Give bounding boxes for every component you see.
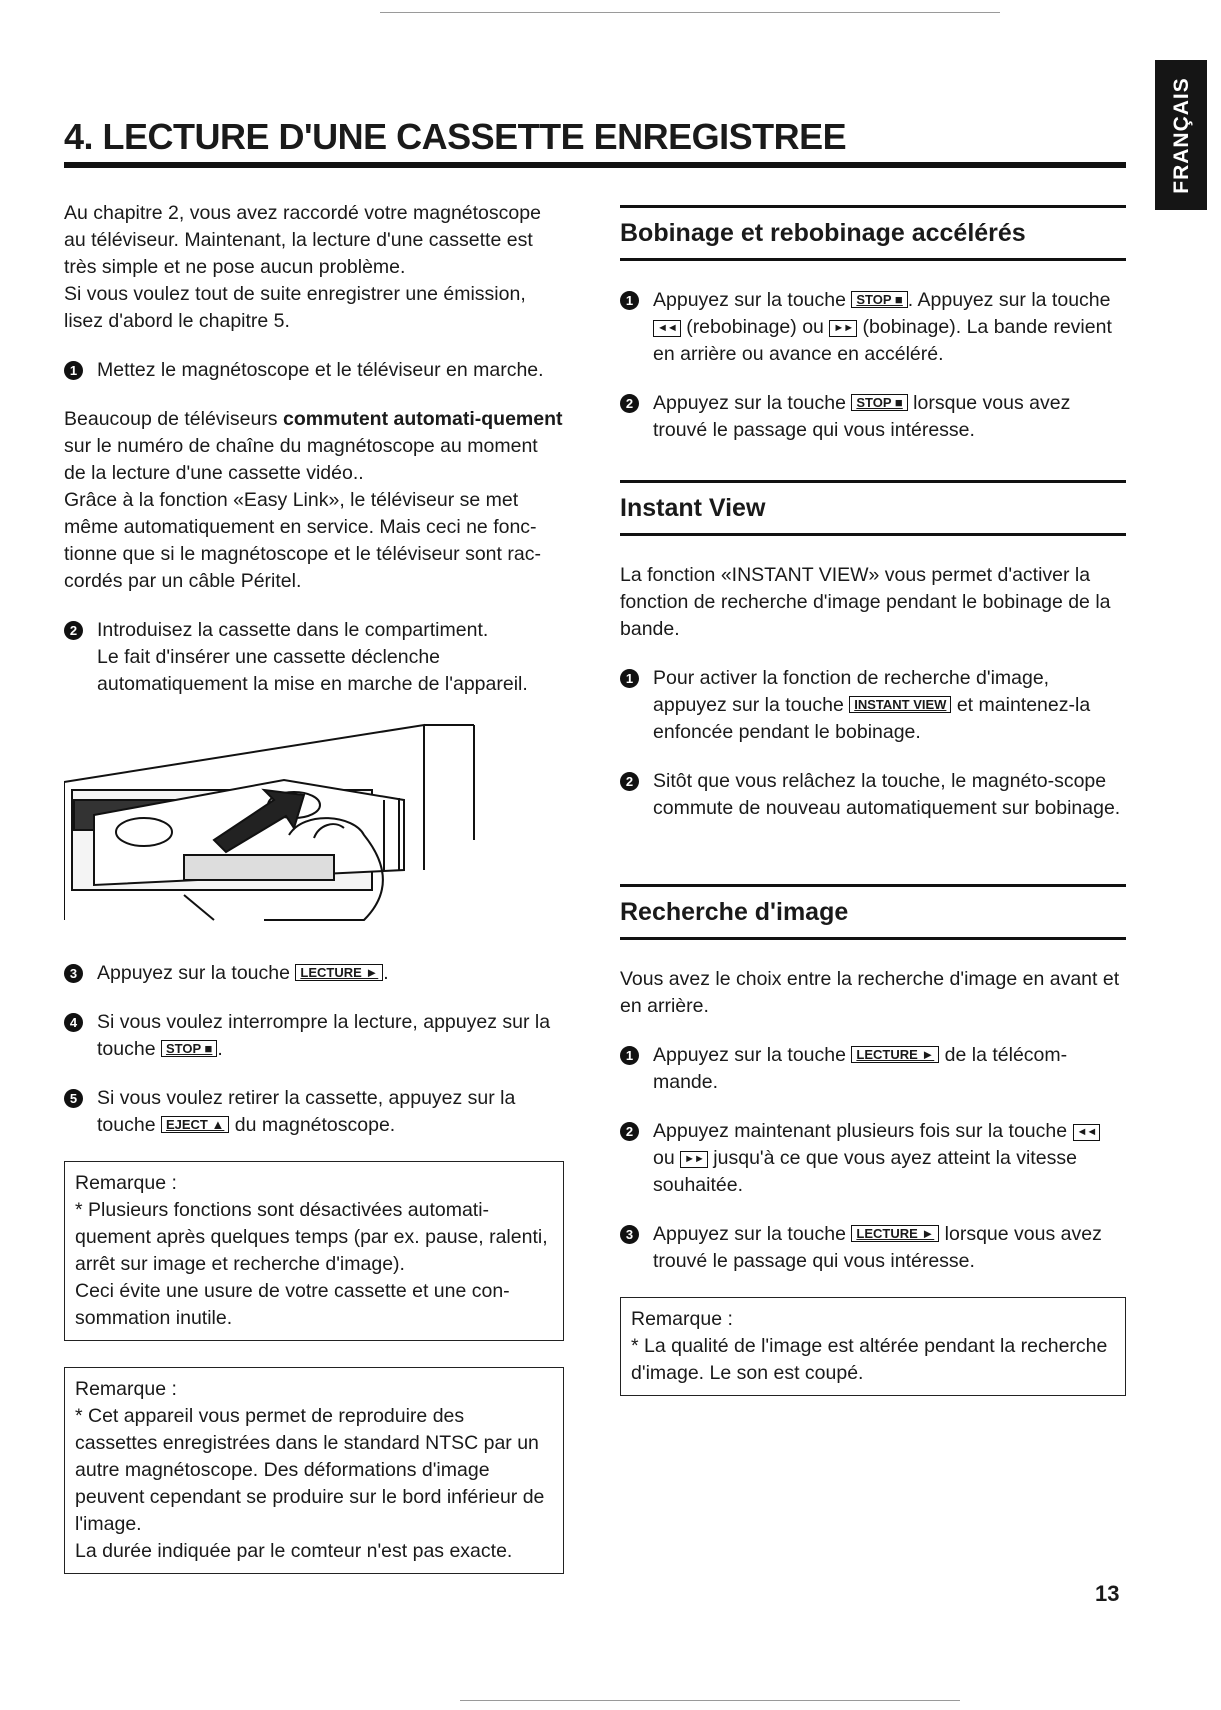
cassette-insertion-illustration (64, 720, 520, 930)
step-1-text: Mettez le magnétoscope et le téléviseur en marche. (97, 359, 544, 381)
recherche-step-3 (620, 1221, 1126, 1275)
step-number-4-icon: 4 (64, 1013, 83, 1032)
note-box-1 (64, 1161, 564, 1341)
note-box-3 (620, 1297, 1126, 1396)
tv-paragraph-bold: commutent automati-quement (282, 408, 563, 430)
tv-paragraph-text-c: sur le numéro de chaîne du magnétoscope au moment de la lecture d'une cassette vidéo.. (64, 435, 538, 484)
bobinage-step-1-text-d: (bobinage). La bande revient en arrière ou avance en accéléré. (653, 316, 1112, 365)
step-4-end: . (217, 1038, 223, 1060)
recherche-step-2-text-c: jusqu'à ce que vous ayez atteint la vitesse souhaitée. (653, 1147, 1077, 1196)
lecture-key: LECTURE ► (295, 964, 383, 981)
instant-view-intro: La fonction «INSTANT VIEW» vous permet d'activer la fonction de recherche d'image pendant le bobinage de la bande. (620, 564, 1111, 640)
recherche-step-2 (620, 1118, 1126, 1199)
note-1-title: Remarque : (75, 1172, 177, 1194)
stop-key: STOP ■ (851, 291, 907, 308)
note-2-line-1: * Cet appareil vous permet de reproduire des cassettes enregistrées dans le standard NTSC par un autre magnétoscope. Des déformations d'image peuvent cependant se produire sur le bord inférieur de l'image. (75, 1405, 545, 1535)
language-tab-label: FRANÇAIS (1169, 76, 1193, 194)
lecture-key: LECTURE ► (851, 1046, 939, 1063)
step-4 (64, 1009, 564, 1063)
bobinage-step-2-text-b: lorsque vous avez trouvé le passage qui vous intéresse. (653, 392, 1071, 441)
note-3-line-1: * La qualité de l'image est altérée pendant la recherche d'image. Le son est coupé. (631, 1335, 1108, 1384)
instant-view-step-number-1-icon: 1 (620, 669, 639, 688)
step-number-5-icon: 5 (64, 1089, 83, 1108)
tv-paragraph (64, 406, 564, 595)
bobinage-step-number-2-icon: 2 (620, 394, 639, 413)
scan-artifact-bottom (460, 1700, 960, 1701)
section-heading-instant-view: Instant View (620, 480, 1126, 536)
note-3-title: Remarque : (631, 1308, 733, 1330)
intro-line-1: Au chapitre 2, vous avez raccordé votre magnétoscope au téléviseur. Maintenant, la lecture d'une cassette est très simple et ne pose aucun problème. (64, 202, 541, 278)
recherche-step-1-text-a: Appuyez sur la touche (653, 1044, 852, 1066)
step-3-text: Appuyez sur la touche (97, 962, 296, 984)
section-heading-recherche: Recherche d'image (620, 884, 1126, 940)
instant-view-step-2 (620, 768, 1126, 822)
rewind-key: ◄◄ (653, 320, 681, 337)
tv-paragraph-text-a: Beaucoup de téléviseurs (64, 408, 283, 430)
recherche-step-number-3-icon: 3 (620, 1225, 639, 1244)
lecture-key: LECTURE ► (851, 1225, 939, 1242)
stop-key: STOP ■ (161, 1040, 217, 1057)
step-number-2-icon: 2 (64, 621, 83, 640)
instant-view-step-1 (620, 665, 1126, 746)
recherche-step-number-2-icon: 2 (620, 1122, 639, 1141)
instant-view-step-1-text-b: et maintenez-la enfoncée pendant le bobinage. (653, 694, 1091, 743)
bobinage-step-1-text-b: . Appuyez sur la touche (907, 289, 1111, 311)
step-1 (64, 357, 564, 384)
fast-forward-key: ►► (829, 320, 857, 337)
bobinage-step-1-text-c: (rebobinage) ou (680, 316, 830, 338)
step-5 (64, 1085, 564, 1139)
step-number-1-icon: 1 (64, 361, 83, 380)
page-title: 4. LECTURE D'UNE CASSETTE ENREGISTREE (64, 115, 1126, 168)
step-2-line-2: Le fait d'insérer une cassette déclenche automatiquement la mise en marche de l'appareil. (97, 646, 528, 695)
recherche-step-1-text-b: de la télécom-mande. (653, 1044, 1068, 1093)
recherche-step-2-text-a: Appuyez maintenant plusieurs fois sur la touche (653, 1120, 1073, 1142)
recherche-step-number-1-icon: 1 (620, 1046, 639, 1065)
recherche-step-1 (620, 1042, 1126, 1096)
section-heading-bobinage: Bobinage et rebobinage accélérés (620, 205, 1126, 261)
recherche-step-2-text-b: ou (653, 1147, 681, 1169)
note-2-title: Remarque : (75, 1378, 177, 1400)
page-number: 13 (1095, 1581, 1120, 1606)
bobinage-step-number-1-icon: 1 (620, 291, 639, 310)
scan-artifact-top (380, 12, 1000, 13)
recherche-intro: Vous avez le choix entre la recherche d'image en avant et en arrière. (620, 968, 1120, 1017)
instant-view-step-number-2-icon: 2 (620, 772, 639, 791)
instant-view-step-1-text-a: Pour activer la fonction de recherche d'image, appuyez sur la touche (653, 667, 1050, 716)
step-5-end: du magnétoscope. (229, 1114, 396, 1136)
recherche-step-3-text-a: Appuyez sur la touche (653, 1223, 852, 1245)
rewind-key: ◄◄ (1073, 1124, 1101, 1141)
bobinage-step-2 (620, 390, 1126, 444)
bobinage-step-1 (620, 287, 1126, 368)
right-column (620, 205, 1126, 1422)
step-3 (64, 960, 564, 987)
easylink-text: Grâce à la fonction «Easy Link», le téléviseur se met même automatiquement en service. Mais ceci ne fonc-tionne que si le magnétoscope et le téléviseur sont rac-cordés par un câble Péritel. (64, 489, 541, 592)
intro-text (64, 200, 564, 335)
note-1-line-1: * Plusieurs fonctions sont désactivées automati-quement après quelques temps (par ex. pause, ralenti, arrêt sur image et recherche d'image). (75, 1199, 548, 1275)
fast-forward-key: ►► (680, 1151, 708, 1168)
step-5-text: Si vous voulez retirer la cassette, appuyez sur la touche (97, 1087, 516, 1136)
stop-key: STOP ■ (851, 394, 907, 411)
step-number-3-icon: 3 (64, 964, 83, 983)
left-column (64, 200, 564, 1600)
recherche-step-3-text-b: lorsque vous avez trouvé le passage qui vous intéresse. (653, 1223, 1102, 1272)
language-tab (1155, 60, 1207, 210)
note-1-line-2: Ceci évite une usure de votre cassette et une con-sommation inutile. (75, 1280, 510, 1329)
note-box-2 (64, 1367, 564, 1574)
eject-key: EJECT ▲ (161, 1116, 229, 1133)
step-4-text: Si vous voulez interrompre la lecture, appuyez sur la touche (97, 1011, 551, 1060)
instant-view-key: INSTANT VIEW (849, 696, 951, 713)
bobinage-step-2-text-a: Appuyez sur la touche (653, 392, 852, 414)
step-2-line-1: Introduisez la cassette dans le compartiment. (97, 619, 489, 641)
step-3-end: . (383, 962, 389, 984)
step-2 (64, 617, 564, 698)
intro-line-2: Si vous voulez tout de suite enregistrer une émission, lisez d'abord le chapitre 5. (64, 283, 526, 332)
instant-view-step-2-text: Sitôt que vous relâchez la touche, le magnéto-scope commute de nouveau automatiquement sur bobinage. (653, 770, 1121, 819)
bobinage-step-1-text-a: Appuyez sur la touche (653, 289, 852, 311)
note-2-line-2: La durée indiquée par le comteur n'est pas exacte. (75, 1540, 513, 1562)
